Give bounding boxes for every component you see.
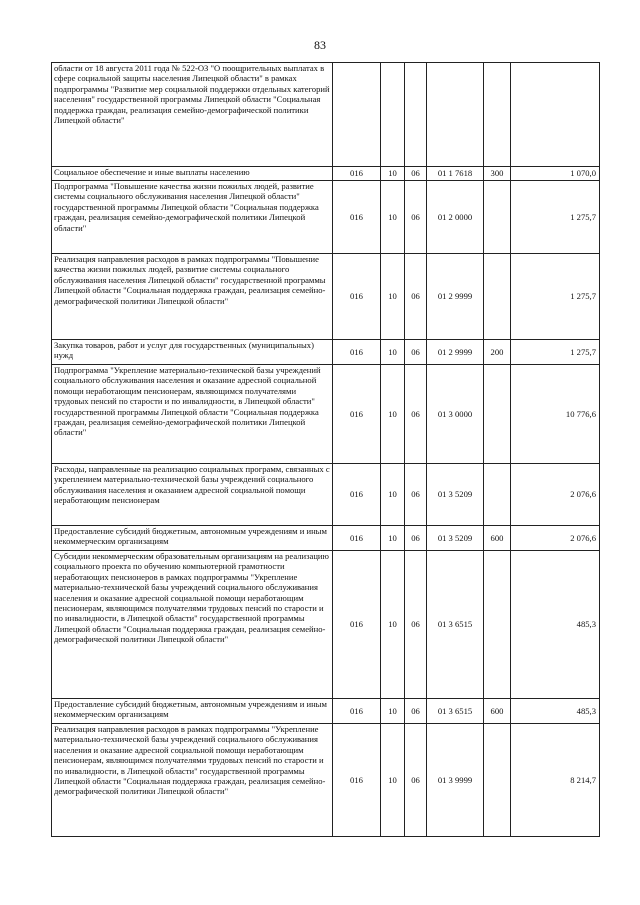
section-code: 10 — [381, 340, 405, 365]
amount: 1 070,0 — [511, 167, 600, 181]
table-row — [52, 699, 600, 724]
section-code: 10 — [381, 181, 405, 254]
subsection-code: 06 — [405, 724, 427, 837]
amount: 10 776,6 — [511, 365, 600, 464]
expense-type-code: 200 — [484, 340, 511, 365]
table-row — [52, 526, 600, 551]
row-description: Реализация направления расходов в рамках подпрограммы "Укрепление материально-технической базы учреждений социального обслуживания населения и оказание адресной социальной помощи неработающим пенсионерам, являющимся получателями трудовых пенсий по старости и по инвалидности, в Липецкой области" государственной программы Липецкой области "Социальная поддержка граждан, реализация семейно-демографической политики Липецкой области" — [52, 724, 333, 837]
amount: 1 275,7 — [511, 181, 600, 254]
subsection-code: 06 — [405, 340, 427, 365]
ministry-code: 016 — [333, 254, 381, 340]
section-code: 10 — [381, 365, 405, 464]
table-row — [52, 63, 600, 167]
expense-type-code — [484, 181, 511, 254]
table-row — [52, 551, 600, 699]
amount — [511, 63, 600, 167]
ministry-code: 016 — [333, 464, 381, 526]
amount: 8 214,7 — [511, 724, 600, 837]
amount: 1 275,7 — [511, 254, 600, 340]
ministry-code: 016 — [333, 551, 381, 699]
row-description: Предоставление субсидий бюджетным, автономным учреждениям и иным некоммерческим организациям — [52, 526, 333, 551]
amount: 1 275,7 — [511, 340, 600, 365]
target-article-code: 01 3 6515 — [427, 551, 484, 699]
ministry-code — [333, 63, 381, 167]
expense-type-code — [484, 365, 511, 464]
subsection-code: 06 — [405, 365, 427, 464]
row-description: Реализация направления расходов в рамках подпрограммы "Повышение качества жизни пожилых людей, развитие системы социального обслуживания населения Липецкой области" государственной программы Липецкой области "Социальная поддержка граждан, реализация семейно-демографической политики Липецкой области" — [52, 254, 333, 340]
section-code: 10 — [381, 724, 405, 837]
budget-table — [51, 62, 600, 837]
subsection-code: 06 — [405, 551, 427, 699]
section-code: 10 — [381, 167, 405, 181]
subsection-code: 06 — [405, 254, 427, 340]
expense-type-code — [484, 63, 511, 167]
target-article-code: 01 3 5209 — [427, 526, 484, 551]
expense-type-code: 600 — [484, 699, 511, 724]
table-row — [52, 340, 600, 365]
ministry-code: 016 — [333, 181, 381, 254]
row-description: Субсидии некоммерческим образовательным организациям на реализацию социального проекта по обучению компьютерной грамотности неработающих пенсионеров в рамках подпрограммы "Укрепление материально-технической базы учреждений социального обслуживания населения и оказание адресной социальной помощи неработающим пенсионерам, являющимся получателями трудовых пенсий по старости и по инвалидности, в Липецкой области" государственной программы Липецкой области "Социальная поддержка граждан, реализация семейно-демографической политики Липецкой области" — [52, 551, 333, 699]
table-row — [52, 167, 600, 181]
subsection-code: 06 — [405, 167, 427, 181]
ministry-code: 016 — [333, 724, 381, 837]
amount: 485,3 — [511, 551, 600, 699]
table-row — [52, 254, 600, 340]
subsection-code — [405, 63, 427, 167]
row-description: Закупка товаров, работ и услуг для государственных (муниципальных) нужд — [52, 340, 333, 365]
target-article-code: 01 3 9999 — [427, 724, 484, 837]
target-article-code: 01 2 0000 — [427, 181, 484, 254]
row-description: Предоставление субсидий бюджетным, автономным учреждениям и иным некоммерческим организациям — [52, 699, 333, 724]
target-article-code — [427, 63, 484, 167]
section-code: 10 — [381, 254, 405, 340]
expense-type-code — [484, 724, 511, 837]
expense-type-code: 600 — [484, 526, 511, 551]
page-number: 83 — [314, 38, 326, 52]
row-description: Социальное обеспечение и иные выплаты населению — [52, 167, 333, 181]
ministry-code: 016 — [333, 340, 381, 365]
target-article-code: 01 2 9999 — [427, 254, 484, 340]
expense-type-code — [484, 254, 511, 340]
section-code: 10 — [381, 551, 405, 699]
section-code — [381, 63, 405, 167]
table-row — [52, 464, 600, 526]
row-description: Подпрограмма "Укрепление материально-технической базы учреждений социального обслуживания населения и оказание адресной социальной помощи неработающим пенсионерам, являющимся получателями трудовых пенсий по старости и по инвалидности, в Липецкой области" государственной программы Липецкой области "Социальная поддержка граждан, реализация семейно-демографической политики Липецкой области" — [52, 365, 333, 464]
amount: 2 076,6 — [511, 464, 600, 526]
table-row — [52, 724, 600, 837]
amount: 2 076,6 — [511, 526, 600, 551]
ministry-code: 016 — [333, 526, 381, 551]
subsection-code: 06 — [405, 181, 427, 254]
table-row — [52, 181, 600, 254]
section-code: 10 — [381, 464, 405, 526]
target-article-code: 01 3 6515 — [427, 699, 484, 724]
row-description: Подпрограмма "Повышение качества жизни пожилых людей, развитие системы социального обслуживания населения Липецкой области" государственной программы Липецкой области "Социальная поддержка граждан, реализация семейно-демографической политики Липецкой области" — [52, 181, 333, 254]
target-article-code: 01 2 9999 — [427, 340, 484, 365]
section-code: 10 — [381, 526, 405, 551]
subsection-code: 06 — [405, 526, 427, 551]
amount: 485,3 — [511, 699, 600, 724]
ministry-code: 016 — [333, 167, 381, 181]
table-row — [52, 365, 600, 464]
expense-type-code — [484, 464, 511, 526]
target-article-code: 01 3 0000 — [427, 365, 484, 464]
subsection-code: 06 — [405, 699, 427, 724]
row-description: Расходы, направленные на реализацию социальных программ, связанных с укреплением материально-технической базы учреждений социального обслуживания населения и оказанием адресной социальной помощи неработающим пенсионерам — [52, 464, 333, 526]
ministry-code: 016 — [333, 365, 381, 464]
expense-type-code: 300 — [484, 167, 511, 181]
target-article-code: 01 1 7618 — [427, 167, 484, 181]
expense-type-code — [484, 551, 511, 699]
ministry-code: 016 — [333, 699, 381, 724]
target-article-code: 01 3 5209 — [427, 464, 484, 526]
subsection-code: 06 — [405, 464, 427, 526]
section-code: 10 — [381, 699, 405, 724]
row-description: области от 18 августа 2011 года № 522-ОЗ "О поощрительных выплатах в сфере социальной защиты населения Липецкой области" в рамках подпрограммы "Развитие мер социальной поддержки отдельных категорий населения" государственной программы Липецкой области "Социальная поддержка граждан, реализация семейно-демографической политики Липецкой области" — [52, 63, 333, 167]
